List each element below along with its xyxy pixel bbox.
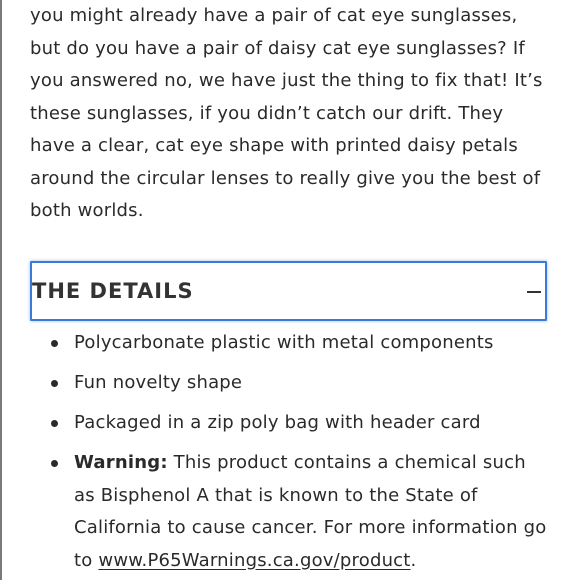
warning-trailing: . <box>410 549 417 571</box>
list-item-text: Fun novelty shape <box>74 372 243 393</box>
details-list <box>30 327 550 580</box>
description-line: you answered no, we have just the thing to fix that! It’s <box>30 70 543 91</box>
description-line: have a clear, cat eye shape with printed daisy petals <box>30 135 518 156</box>
description-line: both worlds. <box>30 200 144 221</box>
warning-text: This product contains a chemical such as Bisphenol A that is known to the State of California to cause cancer. For more information go to <box>74 452 547 571</box>
list-item <box>30 367 550 400</box>
description-line: around the circular lenses to really give you the best of <box>30 167 541 189</box>
description-line: these sunglasses, if you didn’t catch our drift. They <box>30 102 504 124</box>
bullet-icon <box>51 340 58 347</box>
list-item <box>30 327 550 360</box>
left-divider <box>0 0 2 580</box>
bullet-icon <box>51 420 58 427</box>
list-item <box>30 407 550 440</box>
details-title: THE DETAILS <box>32 279 194 303</box>
description-line: but do you have a pair of daisy cat eye sunglasses? If <box>30 37 525 59</box>
warning-label: Warning: <box>74 452 168 473</box>
list-item-warning <box>30 447 550 577</box>
product-description <box>30 0 560 228</box>
bullet-icon <box>51 380 58 387</box>
list-item-text: Polycarbonate plastic with metal components <box>74 332 494 353</box>
details-accordion-header[interactable] <box>30 261 547 321</box>
description-line: you might already have a pair of cat eye sunglasses, <box>30 5 518 26</box>
list-item-text: Packaged in a zip poly bag with header card <box>74 412 481 433</box>
bullet-icon <box>51 460 58 467</box>
p65-warnings-link[interactable]: www.P65Warnings.ca.gov/product <box>98 549 411 571</box>
minus-icon[interactable] <box>527 291 541 293</box>
